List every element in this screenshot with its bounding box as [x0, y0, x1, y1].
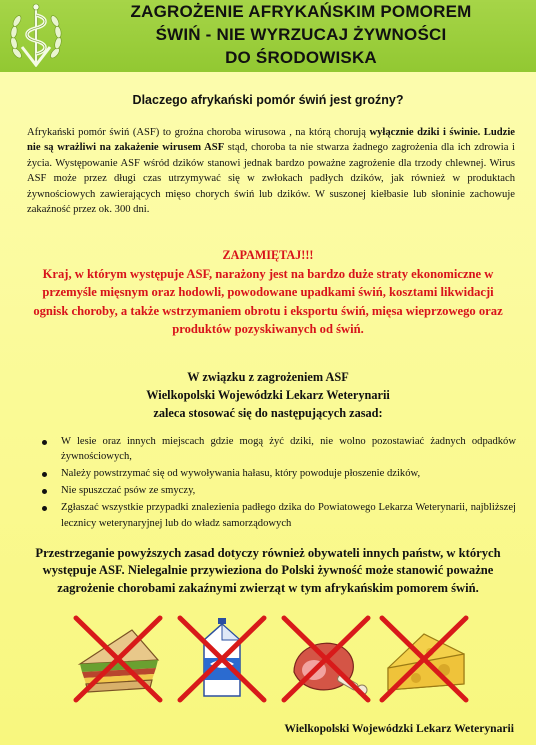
rule-text: Nie spuszczać psów ze smyczy, — [61, 485, 196, 497]
warning-block — [30, 246, 506, 339]
rule-text: Zgłaszać wszystkie przypadki znalezienia padłego dzika do Powiatowego Lekarza Weterynarii, najbliższej lecznicy weterynaryjnej lub do władz samorządowych — [61, 502, 516, 529]
sandwich-icon — [70, 612, 166, 704]
list-item — [42, 500, 516, 531]
bullet-icon — [42, 440, 47, 445]
header-title-line-3: DO ŚRODOWISKA — [225, 48, 377, 67]
header-title — [66, 0, 536, 69]
recommendation-line-2: Wielkopolski Wojewódzki Lekarz Weterynarii — [146, 388, 390, 402]
rules-list — [42, 434, 516, 532]
rule-text: W lesie oraz innych miejscach gdzie mogą żyć dziki, nie wolno pozostawiać żadnych odpadków żywnościowych, — [61, 436, 516, 463]
veterinary-logo-icon — [8, 3, 64, 67]
recommendation-heading — [0, 368, 536, 422]
closing-paragraph: Przestrzeganie powyższych zasad dotyczy również obywateli innych państw, w których występuje ASF. Nielegalnie przywieziona do Polski żywność może stanowić poważne zagrożenie chorobami zakaźnymi zwierząt w tym afrykańskim pomorem świń. — [35, 546, 501, 595]
recommendation-line-3: zaleca stosować się do następujących zasad: — [153, 406, 383, 420]
milk-carton-icon — [174, 612, 270, 704]
bullet-icon — [42, 489, 47, 494]
warning-text: Kraj, w którym występuje ASF, narażony jest na bardzo duże straty ekonomiczne w przemyśle mięsnym oraz hodowli, powodowane upadkami świń, kosztami likwidacji ognisk choroby, a także wstrzymaniem obrotu i eksportu świń, mięsa wieprzowego oraz produktów pozyskiwanych od świń. — [33, 266, 503, 336]
header-title-line-1: ZAGROŻENIE AFRYKAŃSKIM POMOREM — [130, 2, 472, 21]
intro-text-part-1: Afrykański pomór świń (ASF) to groźna choroba wirusowa , na którą chorują — [27, 127, 370, 138]
question-heading: Dlaczego afrykański pomór świń jest groźny? — [132, 93, 404, 107]
intro-text-part-2: stąd, choroba ta nie stwarza żadnego zagrożenia dla ich zdrowia i życia. Występowanie ASF wśród dzików stanowi jednak bardzo poważne zagrożenie dla trzody chlewnej. Wirus ASF może przez długi czas utrzymywać się w zwłokach padłych dzików, jak również w produktach żywnościowych zawierających mięso chorych świń lub dzików. W suszonej kiełbasie lub słoninie zachowuje zakaźność przez ok. 300 dni. — [27, 142, 516, 216]
prohibited-food-icons — [70, 612, 470, 704]
header-title-line-2: ŚWIŃ - NIE WYRZUCAJ ŻYWNOŚCI — [155, 25, 447, 44]
list-item — [42, 466, 516, 481]
signature-text: Wielkopolski Wojewódzki Lekarz Weterynarii — [284, 722, 514, 735]
list-item — [42, 434, 516, 465]
cheese-icon — [376, 612, 472, 704]
bullet-icon — [42, 472, 47, 477]
intro-paragraph — [27, 125, 515, 217]
recommendation-line-1: W związku z zagrożeniem ASF — [187, 370, 349, 384]
bullet-icon — [42, 506, 47, 511]
list-item — [42, 483, 516, 498]
intro-bold-text: wyłącznie dziki i świnie. Ludzie nie są wrażliwi na zakażenie wirusem ASF — [27, 127, 515, 154]
rule-text: Należy powstrzymać się od wywoływania hałasu, który powoduje płoszenie dzików, — [61, 468, 421, 480]
header-banner — [0, 0, 536, 72]
ham-icon — [278, 612, 374, 704]
warning-heading: ZAPAMIĘTAJ!!! — [222, 248, 314, 262]
